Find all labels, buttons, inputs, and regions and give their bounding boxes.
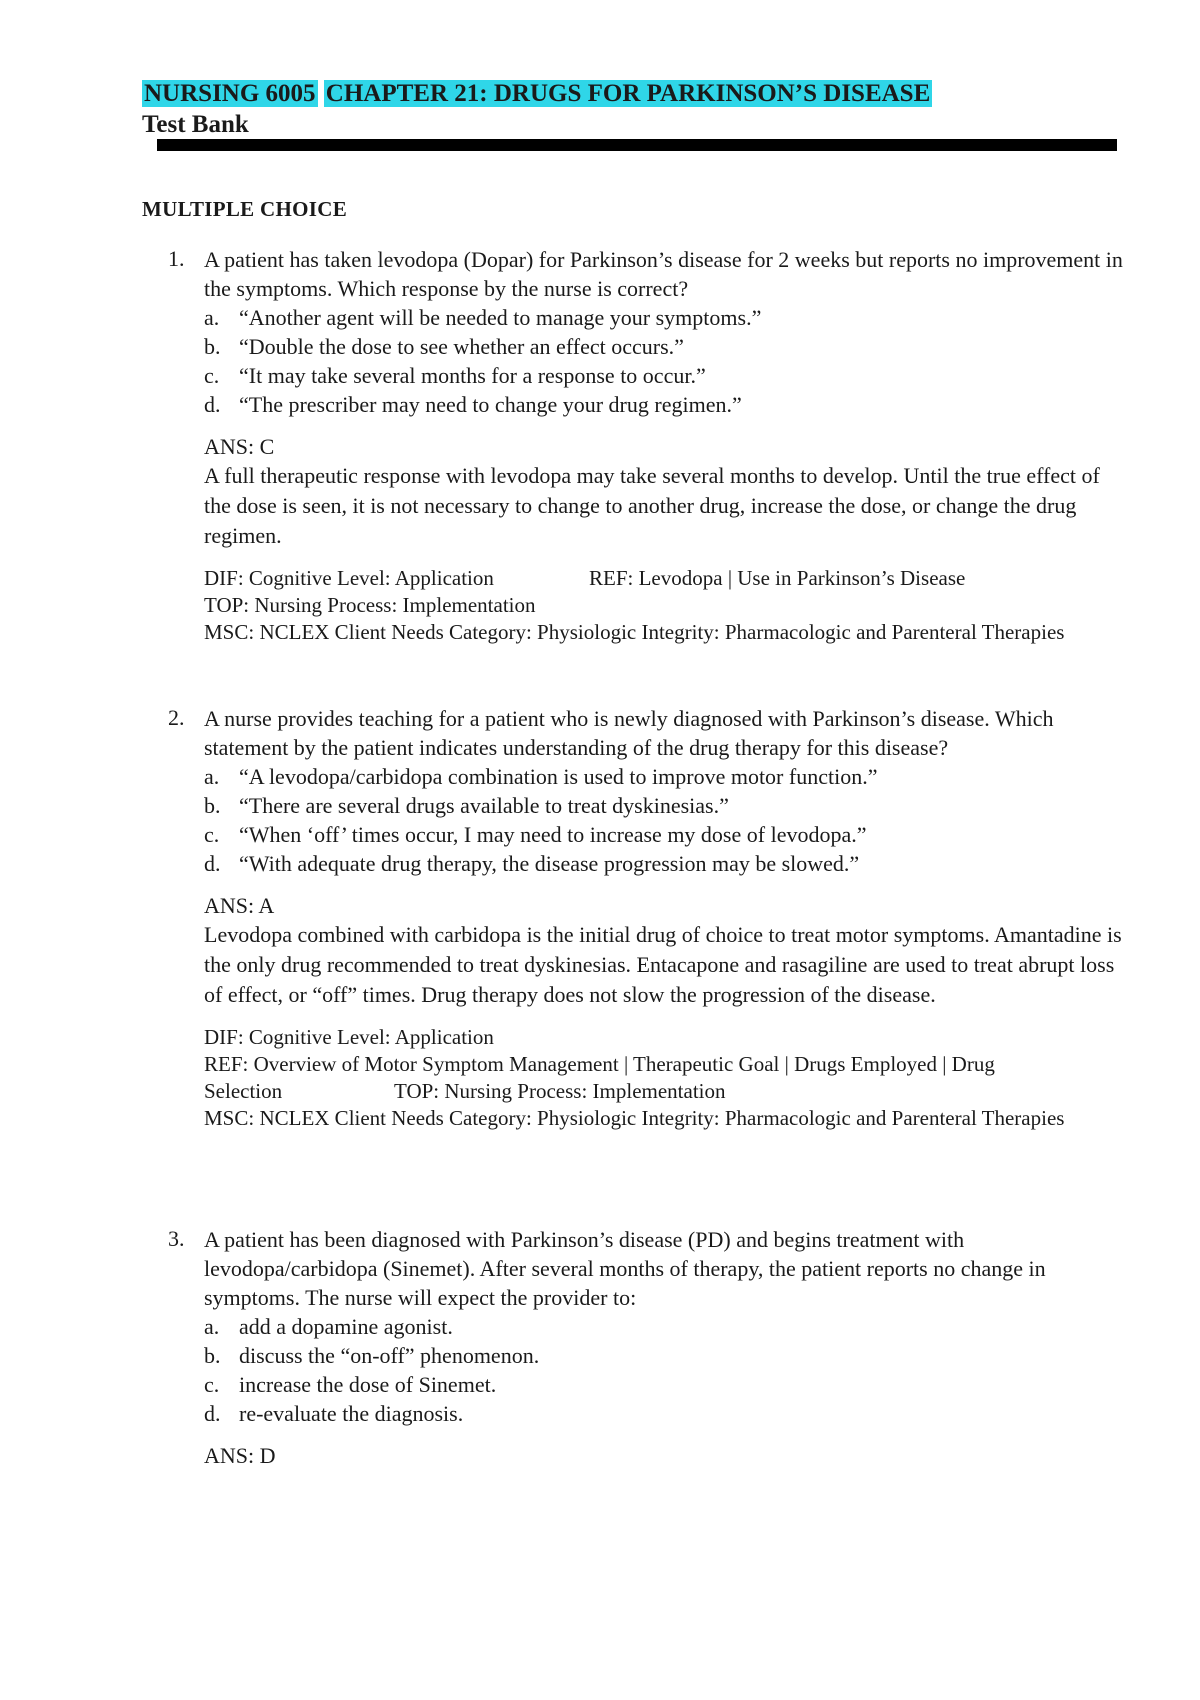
topic: TOP: Nursing Process: Implementation (394, 1079, 726, 1103)
document-title (142, 78, 1122, 110)
reference: REF: Overview of Motor Symptom Management | Therapeutic Goal | Drugs Employed | Drug (204, 1052, 995, 1076)
option-c: c. “When ‘off’ times occur, I may need to increase my dose of levodopa.” (204, 822, 867, 847)
question-3 (168, 1225, 1128, 1470)
question-stem: A nurse provides teaching for a patient who is newly diagnosed with Parkinson’s disease. Which statement by the patient indicates understanding of the drug therapy for this disease? (204, 706, 1054, 760)
answer-key: ANS: A (204, 893, 275, 918)
option-b: b. “There are several drugs available to treat dyskinesias.” (204, 793, 729, 818)
difficulty: DIF: Cognitive Level: Application (204, 566, 494, 590)
question-stem: A patient has taken levodopa (Dopar) for Parkinson’s disease for 2 weeks but reports no improvement in the symptoms. Which response by the nurse is correct? (204, 247, 1123, 301)
reference-continued: Selection (204, 1079, 283, 1103)
question-number: 2. (168, 705, 185, 730)
msc-category: MSC: NCLEX Client Needs Category: Physiologic Integrity: Pharmacologic and Parenteral Therapies (204, 620, 1065, 644)
option-d: d. “With adequate drug therapy, the disease progression may be slowed.” (204, 851, 860, 876)
option-a: a. “A levodopa/carbidopa combination is used to improve motor function.” (204, 764, 878, 789)
document-header (142, 78, 1122, 140)
topic: TOP: Nursing Process: Implementation (204, 593, 536, 617)
answer-key: ANS: D (204, 1443, 276, 1468)
option-a: a. “Another agent will be needed to manage your symptoms.” (204, 305, 762, 330)
question-2 (168, 704, 1128, 1132)
question-metadata (204, 1024, 1128, 1132)
chapter-title: CHAPTER 21: DRUGS FOR PARKINSON’S DISEASE (325, 80, 931, 107)
answer-rationale: A full therapeutic response with levodopa may take several months to develop. Until the true effect of the dose is seen, it is not necessary to change to another drug, increase the dose, or change the drug regimen. (204, 463, 1100, 548)
question-1 (168, 245, 1128, 646)
option-d: d. re-evaluate the diagnosis. (204, 1401, 464, 1426)
option-list (204, 1312, 1128, 1428)
answer-key: ANS: C (204, 434, 275, 459)
section-title: MULTIPLE CHOICE (142, 197, 348, 221)
course-code: NURSING 6005 (144, 80, 316, 107)
answer-rationale: Levodopa combined with carbidopa is the initial drug of choice to treat motor symptoms. Amantadine is the only drug recommended to treat dyskinesias. Entacapone and rasagiline are used to treat abrupt loss of effect, or “off” times. Drug therapy does not slow the progression of the disease. (204, 922, 1122, 1007)
header-rule (157, 139, 1117, 151)
option-d: d. “The prescriber may need to change your drug regimen.” (204, 392, 742, 417)
reference: REF: Levodopa | Use in Parkinson’s Disease (589, 566, 966, 590)
option-a: a. add a dopamine agonist. (204, 1314, 453, 1339)
option-b: b. discuss the “on-off” phenomenon. (204, 1343, 540, 1368)
msc-category: MSC: NCLEX Client Needs Category: Physiologic Integrity: Pharmacologic and Parenteral Therapies (204, 1106, 1065, 1130)
question-number: 3. (168, 1226, 185, 1251)
question-metadata (204, 565, 1128, 646)
question-number: 1. (168, 246, 185, 271)
option-c: c. “It may take several months for a response to occur.” (204, 363, 706, 388)
document-subtitle: Test Bank (142, 111, 249, 138)
option-c: c. increase the dose of Sinemet. (204, 1372, 497, 1397)
option-b: b. “Double the dose to see whether an effect occurs.” (204, 334, 684, 359)
option-list (204, 762, 1128, 878)
difficulty: DIF: Cognitive Level: Application (204, 1025, 494, 1049)
question-stem: A patient has been diagnosed with Parkinson’s disease (PD) and begins treatment with levodopa/carbidopa (Sinemet). After several months of therapy, the patient reports no change in symptoms. The nurse will expect the provider to: (204, 1227, 1046, 1310)
option-list (204, 303, 1128, 419)
